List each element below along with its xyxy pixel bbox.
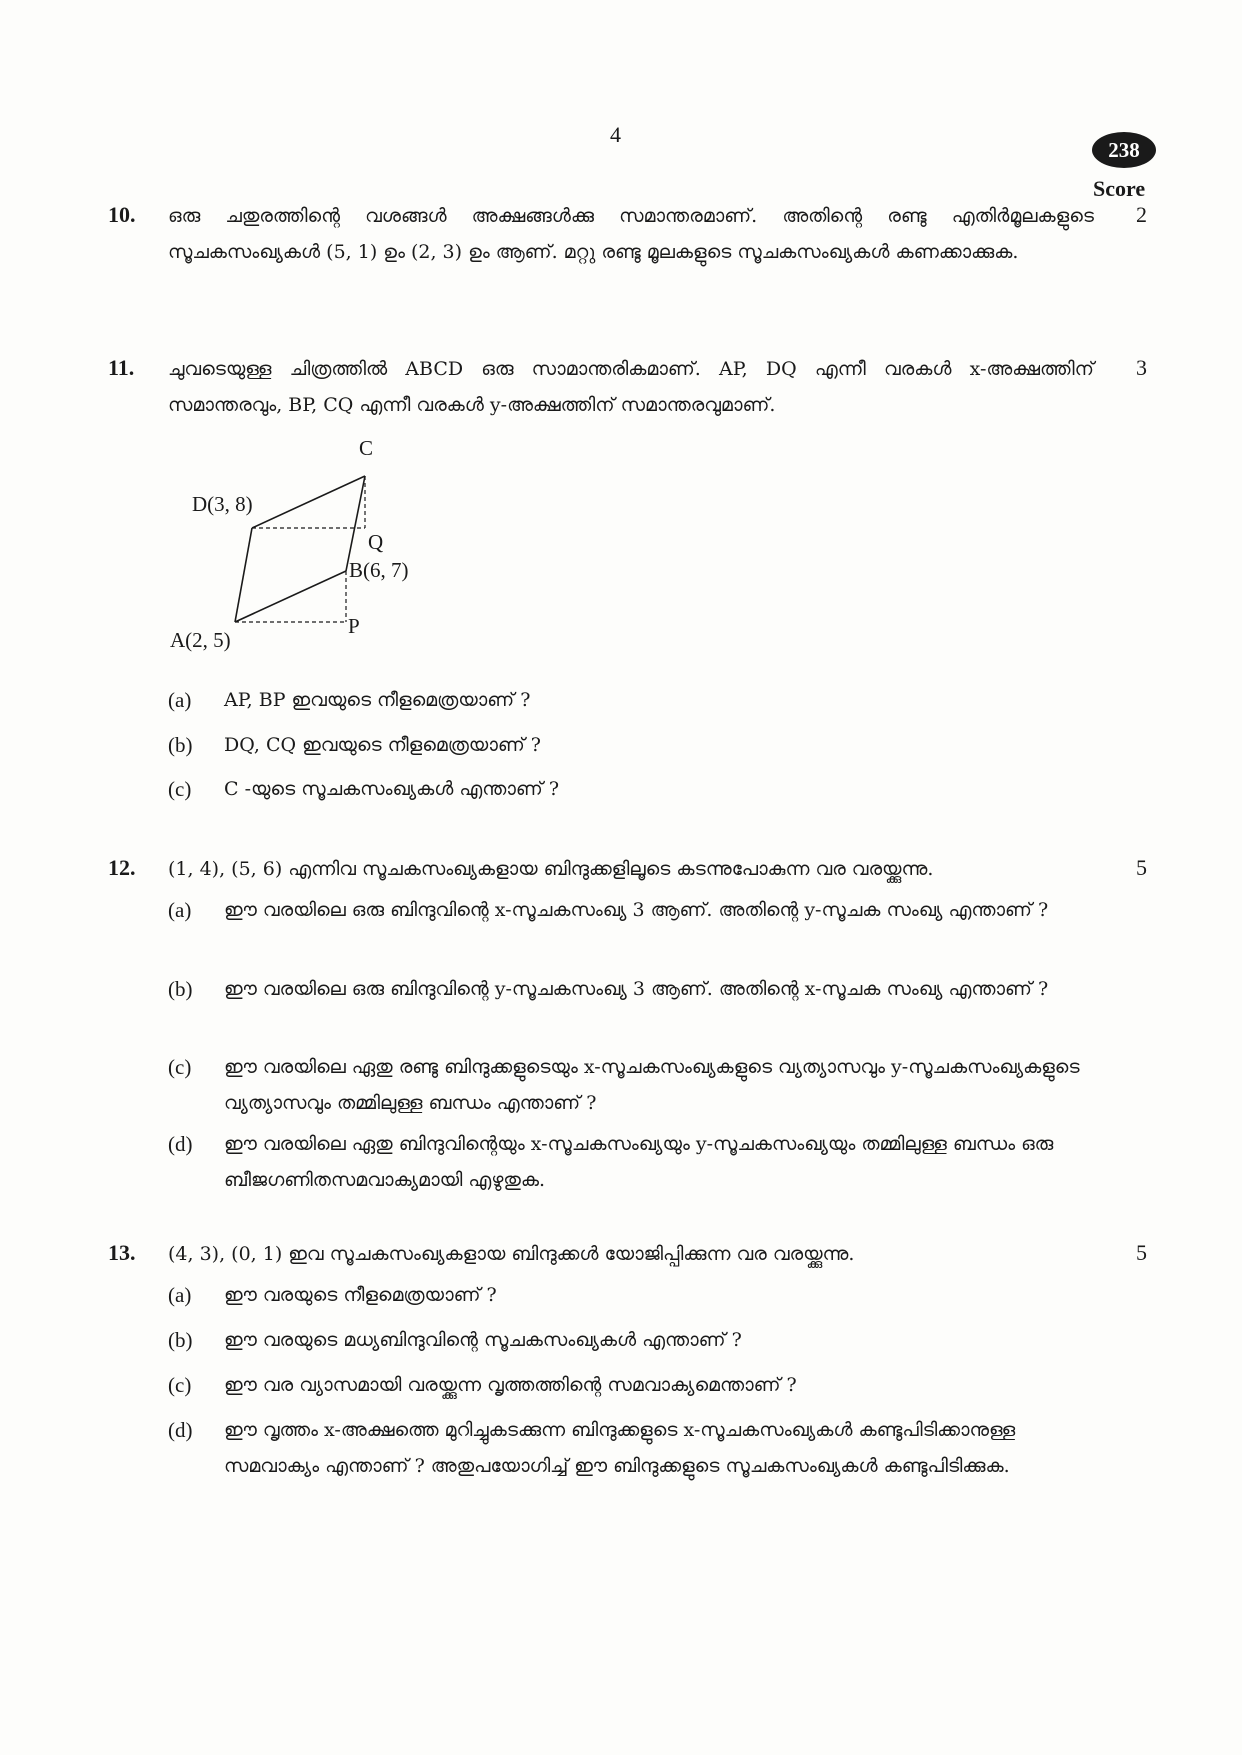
question-text: ഒരു ചതുരത്തിന്റെ വശങ്ങൾ അക്ഷങ്ങൾക്കു സമാന്തരമാണ്. അതിന്റെ രണ്ടു എതിർമൂലകളുടെ സൂചകസംഖ്യകൾ (5, 1) ഉം (2, 3) ഉം ആണ്. മറ്റു രണ്ടു മൂലകളുടെ സൂചകസംഖ്യകൾ കണക്കാക്കുക. <box>168 205 1094 263</box>
question-score: 5 <box>1136 855 1147 880</box>
sub-text: AP, BP ഇവയുടെ നീളമെത്രയാണ് ? <box>224 689 531 711</box>
sub-label: (b) <box>168 977 193 1001</box>
label-q: Q <box>368 530 384 554</box>
sub-text: C -യുടെ സൂചകസംഖ്യകൾ എന്താണ് ? <box>224 778 560 800</box>
question-number: 13. <box>108 1240 136 1265</box>
sub-text: ഈ വരയിലെ ഒരു ബിന്ദുവിന്റെ y-സൂചകസംഖ്യ 3 ആണ്. അതിന്റെ x-സൂചക സംഖ്യ എന്താണ് ? <box>224 978 1049 1000</box>
sub-text: ഈ വരയിലെ ഒരു ബിന്ദുവിന്റെ x-സൂചകസംഖ്യ 3 ആണ്. അതിന്റെ y-സൂചക സംഖ്യ എന്താണ് ? <box>224 899 1049 921</box>
sub-label: (a) <box>168 1283 192 1307</box>
sub-label: (c) <box>168 1373 192 1397</box>
sub-label: (a) <box>168 688 192 712</box>
question-number: 12. <box>108 855 136 880</box>
question-score: 5 <box>1136 1240 1147 1265</box>
sub-label: (b) <box>168 733 193 757</box>
score-column-header: Score <box>1093 176 1146 201</box>
label-d: D(3, 8) <box>192 492 253 516</box>
sub-label: (d) <box>168 1418 193 1442</box>
question-score: 2 <box>1136 202 1147 227</box>
sub-text: ഈ വൃത്തം x-അക്ഷത്തെ മുറിച്ചുകടക്കുന്ന ബിന്ദുക്കളുടെ x-സൂചകസംഖ്യകൾ കണ്ടുപിടിക്കാനുള്ള സമവാക്യം എന്താണ് ? അതുപയോഗിച്ച് ഈ ബിന്ദുക്കളുടെ സൂചകസംഖ്യകൾ കണ്ടുപിടിക്കുക. <box>224 1419 1016 1477</box>
sub-label: (b) <box>168 1328 193 1352</box>
sub-text: ഈ വരയിലെ ഏതു രണ്ടു ബിന്ദുക്കളുടെയും x-സൂചകസംഖ്യകളുടെ വ്യത്യാസവും y-സൂചകസംഖ്യകളുടെ വ്യത്യാസവും തമ്മിലുള്ള ബന്ധം എന്താണ് ? <box>224 1056 1080 1114</box>
sub-label: (d) <box>168 1132 193 1156</box>
side-ad <box>235 528 252 622</box>
sub-label: (a) <box>168 898 192 922</box>
label-b: B(6, 7) <box>349 558 409 582</box>
sub-text: DQ, CQ ഇവയുടെ നീളമെത്രയാണ് ? <box>224 734 541 756</box>
sub-text: ഈ വരയുടെ നീളമെത്രയാണ് ? <box>224 1284 497 1306</box>
sub-text: ഈ വരയുടെ മധ്യബിന്ദുവിന്റെ സൂചകസംഖ്യകൾ എന്താണ് ? <box>224 1329 742 1351</box>
sub-text: ഈ വരയിലെ ഏതു ബിന്ദുവിന്റെയും x-സൂചകസംഖ്യയും y-സൂചകസംഖ്യയും തമ്മിലുള്ള ബന്ധം ഒരു ബീജഗണിതസമവാക്യമായി എഴുതുക. <box>224 1133 1054 1191</box>
question-text: ചുവടെയുള്ള ചിത്രത്തിൽ ABCD ഒരു സാമാന്തരികമാണ്. AP, DQ എന്നീ വരകൾ x-അക്ഷത്തിന് സമാന്തരവും, BP, CQ എന്നീ വരകൾ y-അക്ഷത്തിന് സമാന്തരവുമാണ്. <box>168 358 1094 416</box>
sub-label: (c) <box>168 777 192 801</box>
question-text: (4, 3), (0, 1) ഇവ സൂചകസംഖ്യകളായ ബിന്ദുക്കൾ യോജിപ്പിക്കുന്ന വര വരയ്ക്കുന്നു. <box>168 1243 855 1265</box>
label-c: C <box>359 436 374 460</box>
sub-text: ഈ വര വ്യാസമായി വരയ്ക്കുന്ന വൃത്തത്തിന്റെ സമവാക്യമെന്താണ് ? <box>224 1374 797 1396</box>
label-p: P <box>348 614 360 638</box>
side-ba <box>235 571 346 622</box>
label-a: A(2, 5) <box>170 628 231 652</box>
question-number: 10. <box>108 202 136 227</box>
sub-label: (c) <box>168 1055 192 1079</box>
question-text: (1, 4), (5, 6) എന്നിവ സൂചകസംഖ്യകളായ ബിന്ദുക്കളിലൂടെ കടന്നുപോകുന്ന വര വരയ്ക്കുന്നു. <box>168 858 934 880</box>
paper-code-badge: 238 <box>1092 132 1156 168</box>
parallelogram-figure <box>160 436 460 660</box>
question-score: 3 <box>1136 355 1147 380</box>
page-number: 4 <box>610 122 621 147</box>
side-cb <box>346 476 365 571</box>
parallelogram-diagram <box>160 440 460 660</box>
side-dc <box>252 476 365 528</box>
question-number: 11. <box>108 355 135 380</box>
